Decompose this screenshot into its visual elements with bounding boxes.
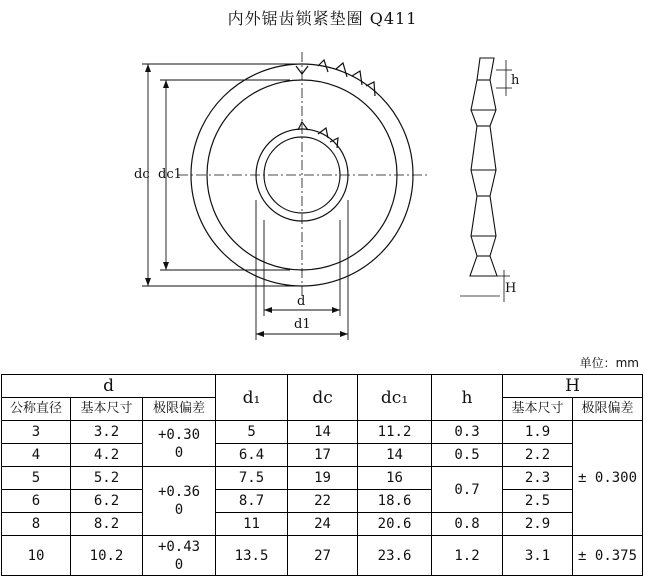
spec-table: [1, 374, 643, 576]
header-H: H: [503, 375, 643, 398]
cell-tol-H: ± 0.300: [573, 421, 643, 536]
cell-H: 2.9: [503, 513, 573, 536]
subheader-tol-H: 极限偏差: [573, 398, 643, 421]
side-view-outline: [470, 58, 497, 276]
cell-dc1: 16: [358, 467, 432, 490]
cell-dc1: 23.6: [358, 536, 432, 576]
cell-basic: 10.2: [71, 536, 143, 576]
cell-H: 1.9: [503, 421, 573, 444]
cell-basic: 5.2: [71, 467, 143, 490]
label-dc: dc: [134, 167, 150, 182]
cell-tol-H: ± 0.375: [573, 536, 643, 576]
cell-d1: 8.7: [216, 490, 288, 513]
header-dc: dc: [288, 375, 358, 421]
cell-h: 0.3: [432, 421, 503, 444]
subheader-basic-d: 基本尺寸: [71, 398, 143, 421]
header-h: h: [432, 375, 503, 421]
subheader-basic-H: 基本尺寸: [503, 398, 573, 421]
table-row: [2, 490, 643, 513]
cell-d1: 11: [216, 513, 288, 536]
subheader-nominal: 公称直径: [2, 398, 71, 421]
label-dc1: dc1: [158, 167, 182, 182]
cell-H: 2.5: [503, 490, 573, 513]
cell-basic: 6.2: [71, 490, 143, 513]
cell-d1: 13.5: [216, 536, 288, 576]
table-row: [2, 536, 643, 576]
table-row: [2, 467, 643, 490]
cell-nominal: 3: [2, 421, 71, 444]
cell-dc: 19: [288, 467, 358, 490]
cell-dc: 24: [288, 513, 358, 536]
cell-h: 1.2: [432, 536, 503, 576]
cell-tol-d: +0.43 0: [143, 536, 216, 576]
cell-basic: 4.2: [71, 444, 143, 467]
cell-dc1: 14: [358, 444, 432, 467]
header-dc1: dc₁: [358, 375, 432, 421]
cell-dc1: 11.2: [358, 421, 432, 444]
cell-h: 0.7: [432, 467, 503, 513]
cell-nominal: 5: [2, 467, 71, 490]
table-row: [2, 513, 643, 536]
cell-H: 2.3: [503, 467, 573, 490]
cell-basic: 8.2: [71, 513, 143, 536]
cell-nominal: 6: [2, 490, 71, 513]
cell-tol-d: +0.30 0: [143, 421, 216, 467]
cell-dc1: 18.6: [358, 490, 432, 513]
unit-label: 单位：mm: [579, 356, 639, 370]
cell-h: 0.5: [432, 444, 503, 467]
subheader-tol-d: 极限偏差: [143, 398, 216, 421]
table-row: [2, 444, 643, 467]
cell-H: 2.2: [503, 444, 573, 467]
label-d1: d1: [294, 317, 311, 332]
cell-d1: 6.4: [216, 444, 288, 467]
cell-dc: 22: [288, 490, 358, 513]
inner-teeth: [298, 122, 338, 148]
cell-d1: 7.5: [216, 467, 288, 490]
cell-d1: 5: [216, 421, 288, 444]
cell-dc: 17: [288, 444, 358, 467]
cell-dc: 27: [288, 536, 358, 576]
cell-nominal: 4: [2, 444, 71, 467]
page-title: 内外锯齿锁紧垫圈 Q411: [227, 9, 418, 28]
header-d1: d₁: [216, 375, 288, 421]
cell-nominal: 8: [2, 513, 71, 536]
table-row: [2, 421, 643, 444]
cell-dc1: 20.6: [358, 513, 432, 536]
label-d: d: [297, 294, 306, 309]
cell-H: 3.1: [503, 536, 573, 576]
cell-nominal: 10: [2, 536, 71, 576]
header-d: d: [2, 375, 216, 398]
label-h: h: [511, 73, 520, 88]
cell-dc: 14: [288, 421, 358, 444]
cell-basic: 3.2: [71, 421, 143, 444]
label-H: H: [505, 281, 517, 296]
cell-tol-d: +0.36 0: [143, 467, 216, 536]
cell-h: 0.8: [432, 513, 503, 536]
